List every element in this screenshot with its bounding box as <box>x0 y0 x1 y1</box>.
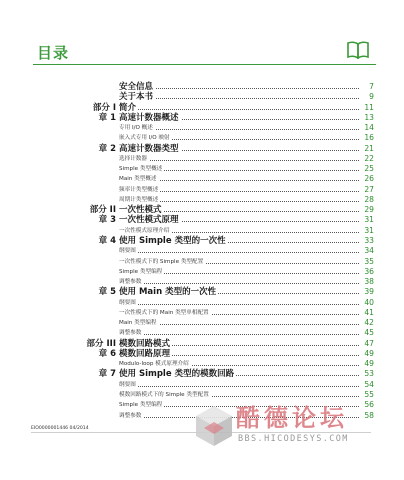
toc-page-number[interactable]: 39 <box>360 287 374 297</box>
toc-entry-title: 使用 Simple 类型的模数回路 <box>119 369 235 380</box>
page-title: 目录 <box>37 44 70 62</box>
toc-entry-number: 章 7 <box>98 369 116 380</box>
dot-leader <box>119 160 359 161</box>
toc-entry-title: 调整参数 <box>119 330 142 337</box>
toc-subentry[interactable] <box>0 380 404 390</box>
toc-subentry[interactable] <box>0 185 404 195</box>
toc-subentry[interactable] <box>0 123 404 133</box>
toc-subentry[interactable] <box>0 164 404 174</box>
toc-entry-title: Simple 类型编程 <box>119 268 163 275</box>
toc-subentry[interactable] <box>0 318 404 328</box>
dot-leader <box>119 109 359 110</box>
toc-page-number[interactable]: 31 <box>360 226 374 236</box>
toc-subentry[interactable] <box>0 277 404 287</box>
toc-page-number[interactable]: 45 <box>360 328 374 338</box>
toc-entry-number: 章 3 <box>98 215 116 226</box>
toc-entry-title: 安全信息 <box>119 82 154 92</box>
toc-entry-title: 一次性模式 <box>119 205 162 216</box>
toc-page-number[interactable]: 38 <box>360 277 374 287</box>
toc-subentry[interactable] <box>0 174 404 184</box>
toc-entry-title: 模数回路模式 <box>119 338 171 349</box>
toc-subentry[interactable] <box>0 267 404 277</box>
toc-page-number[interactable]: 33 <box>360 236 374 246</box>
toc-entry-number: 章 5 <box>98 287 116 298</box>
toc-page-number[interactable]: 35 <box>360 257 374 267</box>
toc-page-number[interactable]: 21 <box>360 144 374 154</box>
toc-entry-title: 使用 Simple 类型的一次性 <box>119 235 226 246</box>
toc-subentry[interactable] <box>0 226 404 236</box>
toc-entry[interactable] <box>0 349 404 359</box>
toc-entry[interactable] <box>0 369 404 379</box>
toc-page-number[interactable]: 11 <box>360 103 374 113</box>
toc-entry-title: 纲要图 <box>119 299 136 306</box>
toc-entry-title: Simple 类型概述 <box>119 166 163 173</box>
toc-page-number[interactable]: 26 <box>360 174 374 184</box>
toc-entry-title: 一次性模式原理 <box>119 215 179 226</box>
toc-entry-title: Main 类型编程 <box>119 320 157 327</box>
toc-subentry[interactable] <box>0 298 404 308</box>
toc-entry-number: 章 1 <box>98 112 116 123</box>
dot-leader <box>119 304 359 305</box>
dot-leader <box>119 334 359 335</box>
toc-entry[interactable] <box>0 339 404 349</box>
toc-subentry[interactable] <box>0 195 404 205</box>
toc-entry[interactable] <box>0 236 404 246</box>
toc-entry-number: 部分 I <box>92 102 116 113</box>
toc-entry-title: 频率计类型概述 <box>119 186 159 193</box>
toc-entry[interactable] <box>0 103 404 113</box>
dot-leader <box>119 129 359 130</box>
toc-page-number[interactable]: 28 <box>360 195 374 205</box>
table-of-contents <box>0 82 404 421</box>
toc-subentry[interactable] <box>0 246 404 256</box>
toc-entry-title: Simple 类型编程 <box>119 402 163 409</box>
toc-entry-title: 纲要图 <box>119 381 136 388</box>
toc-subentry[interactable] <box>0 133 404 143</box>
dot-leader <box>119 386 359 387</box>
document-code: EIO0000001446 04/2014 <box>31 426 89 431</box>
toc-entry-title: Modulo-loop 模式原理介绍 <box>119 361 189 368</box>
toc-page-number[interactable]: 49 <box>360 359 374 369</box>
toc-entry[interactable] <box>0 287 404 297</box>
toc-entry-title: 嵌入式专用 I/O 映射 <box>119 135 170 142</box>
toc-entry-number: 章 6 <box>98 348 116 359</box>
toc-page-number[interactable]: 49 <box>360 349 374 359</box>
toc-entry-title: 一次性模式原理介绍 <box>119 227 170 234</box>
toc-entry-title: 关于本书 <box>119 92 154 103</box>
toc-entry-title: 选择计数器 <box>119 155 147 162</box>
toc-subentry[interactable] <box>0 154 404 164</box>
dot-leader <box>119 252 359 253</box>
toc-entry-title: 调整参数 <box>119 279 142 286</box>
toc-entry-number: 章 2 <box>98 143 116 154</box>
toc-page-number[interactable]: 41 <box>360 308 374 318</box>
toc-page-number[interactable]: 58 <box>360 411 374 421</box>
toc-entry-number: 章 4 <box>98 235 116 246</box>
toc-page-number[interactable]: 47 <box>360 339 374 349</box>
toc-entry-title: 高速计数器类型 <box>119 143 179 154</box>
toc-subentry[interactable] <box>0 359 404 369</box>
toc-page-number[interactable]: 16 <box>360 133 374 143</box>
toc-entry-title: 调整参数 <box>119 412 142 419</box>
toc-page-number[interactable]: 42 <box>360 318 374 328</box>
toc-entry-title: Main 类型概述 <box>119 176 157 183</box>
toc-page-number[interactable]: 29 <box>360 205 374 215</box>
toc-entry-title: 专用 I/O 概述 <box>119 125 153 132</box>
toc-page-number[interactable]: 54 <box>360 380 374 390</box>
toc-page-number[interactable]: 25 <box>360 164 374 174</box>
toc-subentry[interactable] <box>0 308 404 318</box>
dot-leader <box>119 283 359 284</box>
toc-page-number[interactable]: 55 <box>360 390 374 400</box>
watermark-url: BBS.HICODESYS.COM <box>238 434 349 444</box>
toc-entry-title: 简介 <box>119 102 137 113</box>
toc-entry-title: 一次性模式下的 Simple 类型配置 <box>119 258 204 265</box>
toc-page-number[interactable]: 53 <box>360 369 374 379</box>
toc-entry[interactable] <box>0 92 404 102</box>
toc-entry-title: 模数回路模式下的 Simple 类型配置 <box>119 391 209 398</box>
toc-entry-title: 纲要图 <box>119 248 136 255</box>
toc-entry-title: 周期计类型概述 <box>119 196 159 203</box>
toc-entry-title: 一次性模式下的 Main 类型单相配置 <box>119 309 209 316</box>
toc-entry[interactable] <box>0 82 404 92</box>
toc-entry[interactable] <box>0 144 404 154</box>
toc-entry[interactable] <box>0 215 404 225</box>
toc-page-number[interactable]: 13 <box>360 113 374 123</box>
toc-entry-title: 模数回路原理 <box>119 348 171 359</box>
toc-page-number[interactable]: 9 <box>360 92 374 102</box>
toc-page-number[interactable]: 36 <box>360 267 374 277</box>
watermark-text: 酷德论坛 <box>236 403 348 432</box>
toc-page-number[interactable]: 14 <box>360 123 374 133</box>
open-book-icon <box>347 41 369 59</box>
toc-subentry[interactable] <box>0 257 404 267</box>
toc-page-number[interactable]: 56 <box>360 400 374 410</box>
toc-page-number[interactable]: 22 <box>360 154 374 164</box>
toc-page-number[interactable]: 40 <box>360 298 374 308</box>
toc-entry-number: 部分 III <box>86 338 116 349</box>
toc-entry-number: 部分 II <box>89 205 116 216</box>
toc-page-number[interactable]: 7 <box>360 82 374 92</box>
toc-entry-title: 使用 Main 类型的一次性 <box>119 287 217 298</box>
toc-page-number[interactable]: 31 <box>360 215 374 225</box>
toc-subentry[interactable] <box>0 328 404 338</box>
toc-page-number[interactable]: 27 <box>360 185 374 195</box>
title-divider <box>33 64 376 65</box>
toc-entry-title: 高速计数器概述 <box>119 112 179 123</box>
toc-entry[interactable] <box>0 205 404 215</box>
toc-entry[interactable] <box>0 113 404 123</box>
toc-page-number[interactable]: 34 <box>360 246 374 256</box>
